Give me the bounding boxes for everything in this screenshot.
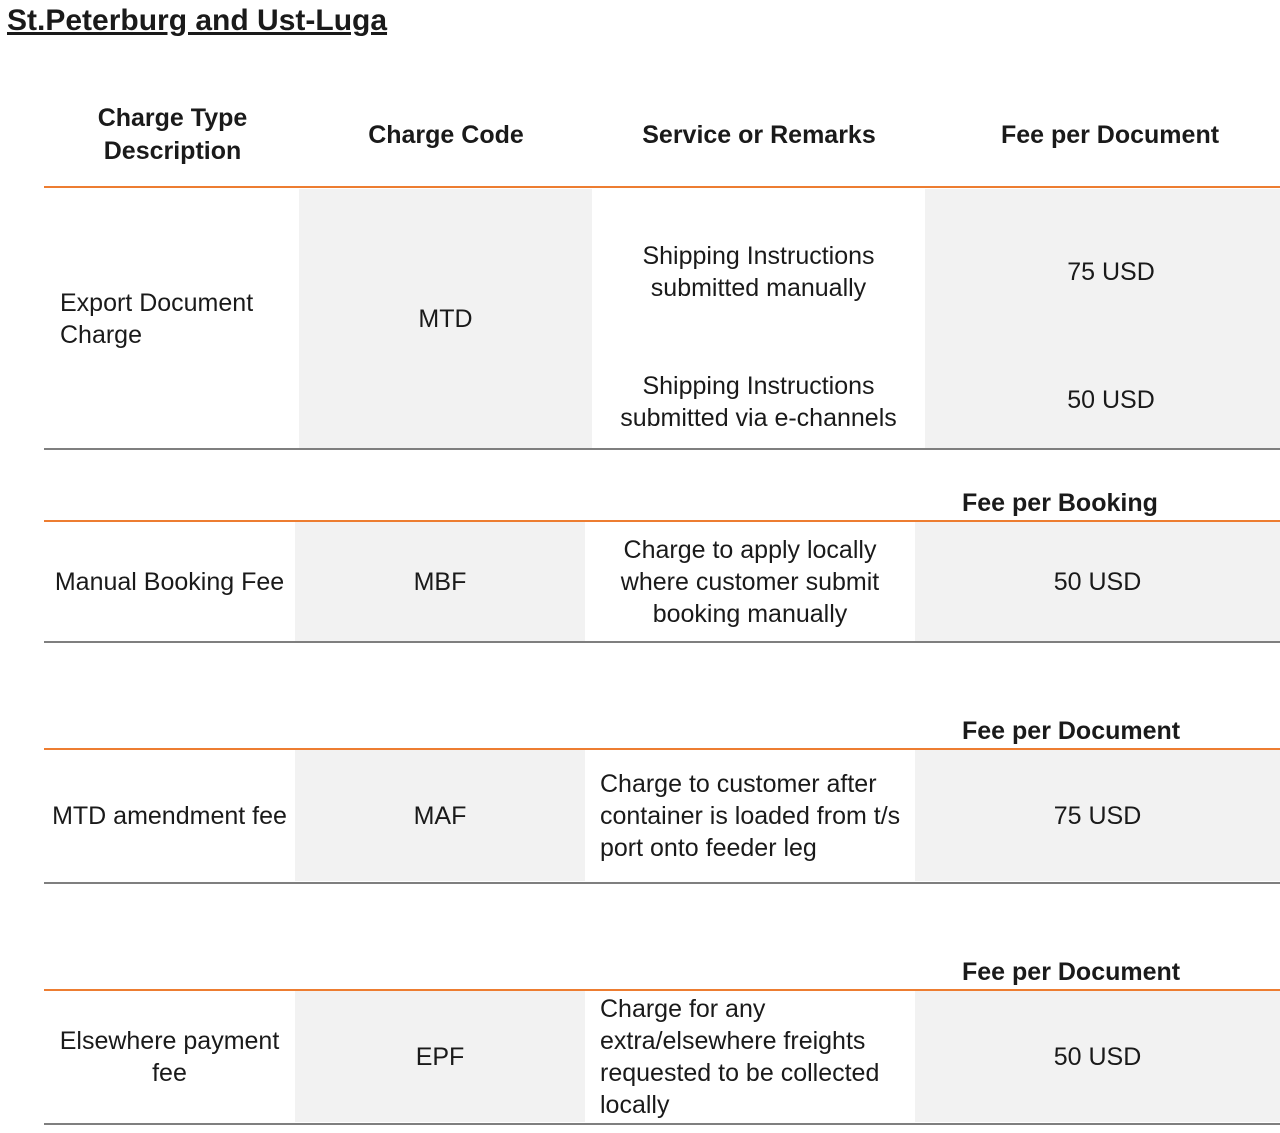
row-divider bbox=[44, 882, 1280, 884]
page-title: St.Peterburg and Ust-Luga bbox=[7, 4, 388, 37]
service-remark: Charge to customer after container is loaded from t/s port onto feeder leg bbox=[600, 769, 901, 862]
header-charge-code: Charge Code bbox=[368, 120, 524, 149]
header-divider bbox=[44, 186, 1280, 188]
service-remark: Shipping Instructions submitted via e-channels bbox=[620, 372, 897, 432]
charge-description: Elsewhere payment fee bbox=[59, 1026, 280, 1087]
service-remark: Charge to apply locally where customer submit booking manually bbox=[620, 535, 880, 628]
service-remark: Charge for any extra/elsewhere freights requested to be collected locally bbox=[600, 994, 880, 1119]
row-divider bbox=[44, 641, 1280, 643]
fee-value: 50 USD bbox=[1053, 567, 1142, 596]
charge-code: MAF bbox=[413, 801, 467, 830]
charge-code: MBF bbox=[413, 567, 467, 596]
fee-value: 50 USD bbox=[1053, 1042, 1142, 1071]
fee-value: 50 USD bbox=[1067, 386, 1155, 414]
charge-description: MTD amendment fee bbox=[52, 801, 287, 830]
section-header: Fee per Document bbox=[962, 958, 1181, 986]
charge-code: MTD bbox=[418, 304, 473, 333]
header-charge-type: Charge Type Description bbox=[97, 104, 248, 165]
service-remark: Shipping Instructions submitted manually bbox=[642, 242, 875, 302]
charge-code: EPF bbox=[415, 1042, 465, 1071]
fee-value: 75 USD bbox=[1053, 801, 1142, 830]
section-header: Fee per Booking bbox=[962, 489, 1158, 517]
row-divider bbox=[44, 1123, 1280, 1125]
charge-description: Manual Booking Fee bbox=[54, 567, 285, 596]
fee-value: 75 USD bbox=[1067, 258, 1155, 286]
row-divider bbox=[44, 448, 1280, 450]
section-header: Fee per Document bbox=[962, 717, 1181, 745]
header-service-remarks: Service or Remarks bbox=[642, 120, 876, 149]
charge-description: Export Document Charge bbox=[60, 288, 254, 349]
header-fee-per-document: Fee per Document bbox=[1000, 120, 1220, 149]
